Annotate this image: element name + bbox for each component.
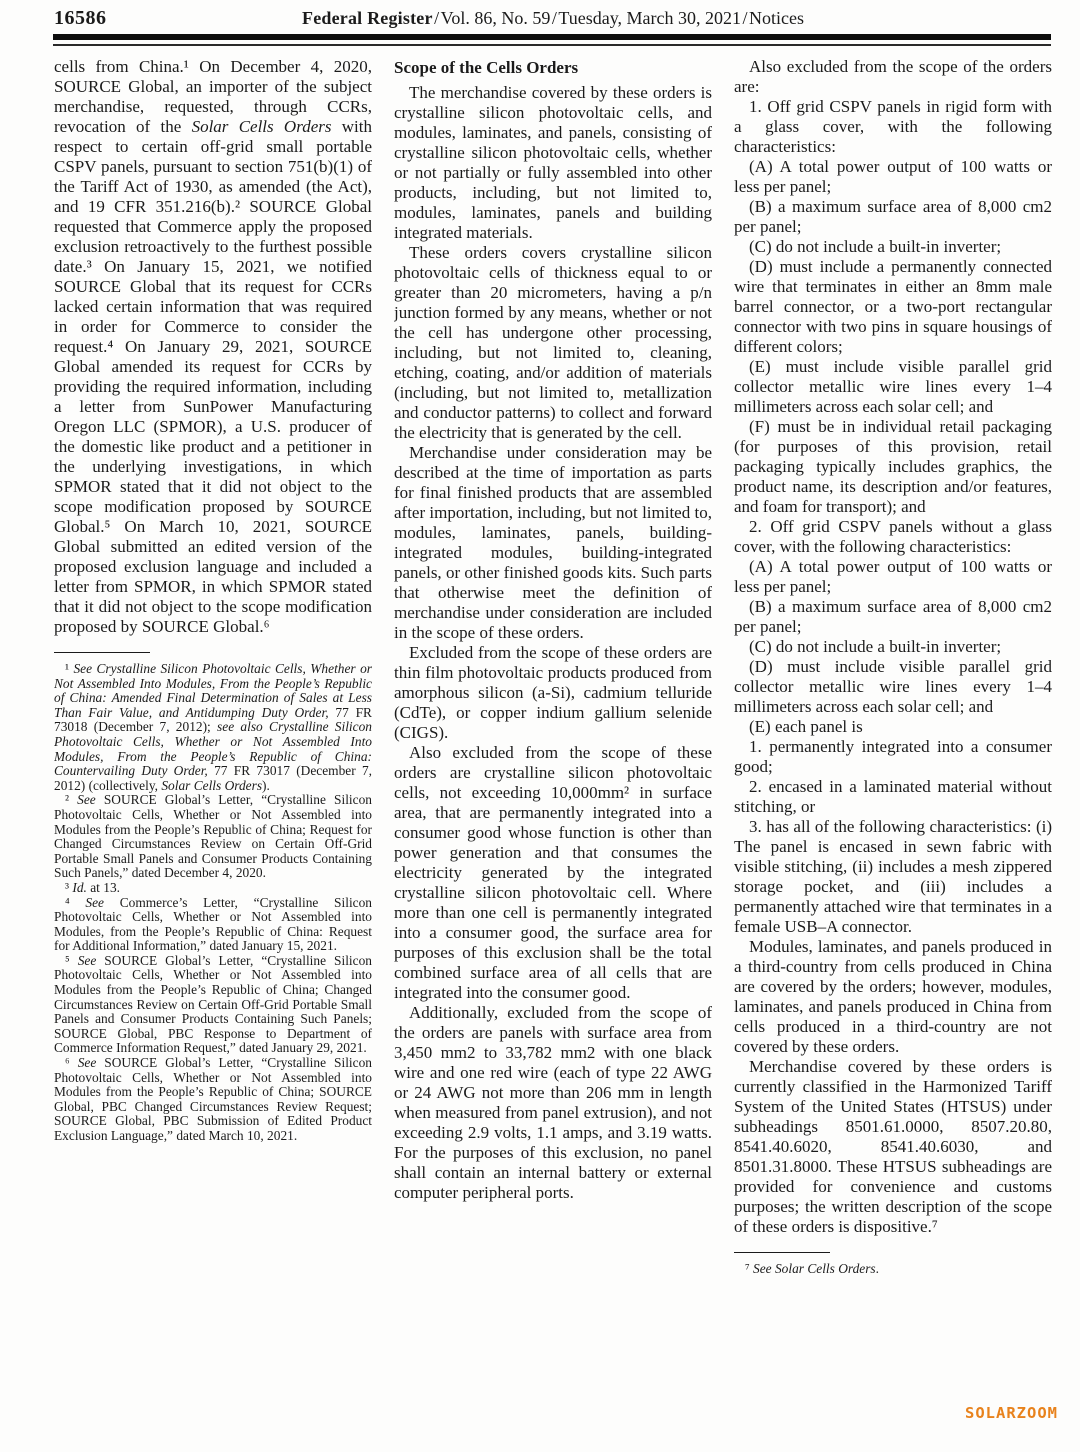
list-item-paragraph: (E) each panel is [749, 717, 863, 736]
list-item-paragraph: (A) A total power output of 100 watts or less per panel; [734, 157, 1052, 196]
list-item-paragraph: 1. permanently integrated into a consumer good; [734, 737, 1052, 776]
body-paragraph: The merchandise covered by these orders is crystalline silicon photovoltaic cells, and modules, laminates, and panels, consisting of crystalline silicon photovoltaic cells, whether or not partially or fully assembled into other products, including, but not limited to, modules, laminates, panels and building integrated materials. [394, 83, 712, 242]
list-item-paragraph: 3. has all of the following characteristics: (i) The panel is encased in sewn fabric with visible stitching, (ii) includes a mesh zippered storage pocket, and (iii) includes a permanently attached wire that terminates in a female USB–A connector. [734, 817, 1052, 936]
footnote-6: ⁶ See SOURCE Global’s Letter, “Crystalline Silicon Photovoltaic Cells, Whether or Not Assembled into Modules from the People’s Republic of China; SOURCE Global, PBC Changed Circumstances Review Request; SOURCE Global, PBC Submission of Edited Product Exclusion Language,” dated March 10, 2021. [54, 1055, 372, 1143]
list-item-paragraph: (B) a maximum surface area of 8,000 cm2 per panel; [734, 597, 1052, 636]
footnote-3: ³ Id. at 13. [65, 879, 120, 895]
list-item-paragraph: (D) must include visible parallel grid collector metallic wire lines every 1–4 millimeters across each solar cell; and [734, 657, 1052, 716]
section-heading: Scope of the Cells Orders [394, 58, 579, 77]
list-item-paragraph: (F) must be in individual retail packaging (for purposes of this provision, retail packaging typically includes graphics, the product name, its description and/or features, and foam for transport); and [734, 417, 1052, 516]
watermark-solarzoom: SOLARZOOM [965, 1404, 1058, 1422]
footnote-1: ¹ See Crystalline Silicon Photovoltaic Cells, Whether or Not Assembled Into Modules, From the People’s Republic of China: Amended Final Determination of Sales at Less Than Fair Value, and Antidumping Duty Order, 77 FR 73018 (December 7, 2012); see also Crystalline Silicon Photovoltaic Cells, Whether or Not Assembled Into Modules, From the People’s Republic of China: Countervailing Duty Order, 77 FR 73017 (December 7, 2012) (collectively, Solar Cells Orders). [54, 661, 372, 793]
body-paragraph: Excluded from the scope of these orders are thin film photovoltaic products produced from amorphous silicon (a-Si), cadmium telluride (CdTe), or copper indium gallium selenide (CIGS). [394, 643, 712, 742]
list-item-paragraph: (B) a maximum surface area of 8,000 cm2 per panel; [734, 197, 1052, 236]
list-item-paragraph: 1. Off grid CSPV panels in rigid form with a glass cover, with the following characteristics: [734, 97, 1052, 156]
body-paragraph: cells from China.¹ On December 4, 2020, SOURCE Global, an importer of the subject merchandise, requested, through CCRs, revocation of the Solar Cells Orders with respect to certain off-grid small portable CSPV panels, pursuant to section 751(b)(1) of the Tariff Act of 1930, as amended (the Act), and 19 CFR 351.216(b).² SOURCE Global requested that Commerce apply the proposed exclusion retroactively to the furthest possible date.³ On January 15, 2021, we notified SOURCE Global that its request for CCRs lacked certain information that was required in order for Commerce to consider the request.⁴ On January 29, 2021, SOURCE Global amended its request for CCRs by providing the required information, including a letter from SunPower Manufacturing Oregon LLC (SPMOR), a U.S. producer of the domestic like product and a petitioner in the underlying investigations, in which SPMOR stated that it did not object to the scope modification proposed by SOURCE Global.⁵ On March 10, 2021, SOURCE Global submitted an edited version of the proposed exclusion language and included a letter from SPMOR, in which SPMOR stated that it did not object to the scope modification proposed by SOURCE Global.⁶ [54, 57, 372, 636]
text-columns [54, 57, 1052, 1437]
footnote-2: ² See SOURCE Global’s Letter, “Crystalline Silicon Photovoltaic Cells, Whether or Not Assembled into Modules from the People’s Republic of China; Request for Changed Circumstances Review on Certain Off-Grid Portable Small Panels and Consumer Products Containing Such Panels,” dated December 4, 2020. [54, 792, 372, 881]
footnote-separator [734, 1252, 830, 1253]
footnote-7: ⁷ See Solar Cells Orders. [745, 1261, 880, 1276]
list-item-paragraph: (D) must include a permanently connected wire that terminates in either an 8mm male barrel connector, or a two-port rectangular connector with two pins in square housings of different colors; [734, 257, 1052, 356]
header-title: Federal Register / Vol. 86, No. 59 / Tuesday, March 30, 2021 / Notices [302, 8, 804, 28]
header-rule-thin [53, 44, 1051, 46]
header-rule-thick [53, 34, 1051, 40]
body-paragraph: Modules, laminates, and panels produced in a third-country from cells produced in China are covered by the orders; however, modules, laminates, and panels produced in China from cells produced in a third-country are not covered by these orders. [734, 937, 1052, 1056]
text-column-3 [734, 57, 1052, 1437]
body-paragraph: Merchandise covered by these orders is currently classified in the Harmonized Tariff System of the United States (HTSUS) under subheadings 8501.61.0000, 8507.20.80, 8541.40.6020, 8541.40.6030, and 8501.31.8000. These HTSUS subheadings are provided for convenience and customs purposes; the written description of the scope of these orders is dispositive.⁷ [734, 1057, 1052, 1236]
footnote-5: ⁵ See SOURCE Global’s Letter, “Crystalline Silicon Photovoltaic Cells, Whether or Not Assembled into Modules from the People’s Republic of China; Changed Circumstances Review on Certain Off-Grid Portable Small Panels and Consumer Products Containing Such Panels; SOURCE Global, PBC Response to Department of Commerce Information Request,” dated January 29, 2021. [54, 952, 372, 1056]
body-paragraph: Also excluded from the scope of the orders are: [734, 57, 1052, 96]
list-item-paragraph: 2. Off grid CSPV panels without a glass cover, with the following characteristics: [734, 517, 1052, 556]
footnote-4: ⁴ See Commerce’s Letter, “Crystalline Silicon Photovoltaic Cells, Whether or Not Assembled into Modules, from the People’s Republic of China: Request for Additional Information,” dated January 15, 2021. [54, 894, 372, 954]
body-paragraph: Merchandise under consideration may be described at the time of importation as parts for final finished products that are assembled after importation, including, but not limited to, modules, laminates, panels, building-integrated modules, building-integrated panels, or other finished goods kits. Such parts that otherwise meet the definition of merchandise under consideration are included in the scope of these orders. [394, 443, 712, 642]
text-column-2 [394, 57, 712, 1437]
list-item-paragraph: (C) do not include a built-in inverter; [749, 237, 1002, 256]
footnote-separator [54, 652, 150, 653]
body-paragraph: Also excluded from the scope of these orders are crystalline silicon photovoltaic cells, not exceeding 10,000mm² in surface area, that are permanently integrated into a consumer good whose function is other than power generation and that consumes the electricity generated by the integrated crystalline silicon photovoltaic cell. Where more than one cell is permanently integrated into a consumer good, the surface area for purposes of this exclusion shall be the total combined surface area of all cells that are integrated into the consumer good. [394, 743, 712, 1002]
list-item-paragraph: (C) do not include a built-in inverter; [749, 637, 1002, 656]
body-paragraph: Additionally, excluded from the scope of the orders are panels with surface area from 3,450 mm2 to 33,782 mm2 with one black wire and one red wire (each of type 22 AWG or 24 AWG not more than 206 mm in length when measured from panel extrusion), and not exceeding 2.9 volts, 1.1 amps, and 3.19 watts. For the purposes of this exclusion, no panel shall contain an internal battery or external computer peripheral ports. [394, 1003, 712, 1202]
list-item-paragraph: 2. encased in a laminated material without stitching, or [734, 777, 1052, 816]
list-item-paragraph: (A) A total power output of 100 watts or less per panel; [734, 557, 1052, 596]
page-number: 16586 [54, 7, 107, 29]
text-column-1 [54, 57, 372, 1437]
page-header [54, 7, 1052, 33]
body-paragraph: These orders covers crystalline silicon photovoltaic cells of thickness equal to or greater than 20 micrometers, having a p/n junction formed by any means, whether or not the cell has undergone other processing, including, but not limited to, cleaning, etching, coating, and/or addition of materials (including, but not limited to, metallization and conductor patterns) to collect and forward the electricity that is generated by the cell. [394, 243, 712, 442]
list-item-paragraph: (E) must include visible parallel grid collector metallic wire lines every 1–4 millimeters across each solar cell; and [734, 357, 1052, 416]
